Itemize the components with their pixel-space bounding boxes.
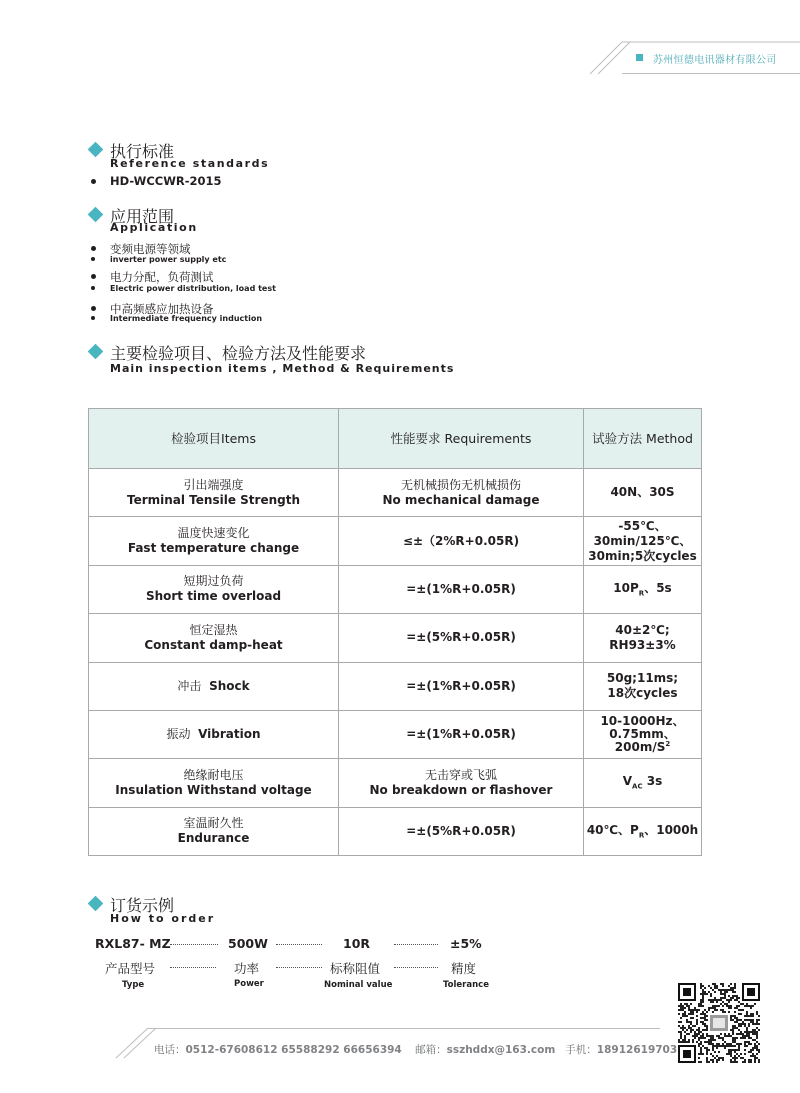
- phone-label: 电话：: [154, 1044, 186, 1056]
- item-en: Endurance: [177, 831, 250, 846]
- table-header-row: [89, 409, 702, 469]
- requirement-cell: =±(1%R+0.05R): [339, 565, 584, 613]
- requirement-cell: =±(1%R+0.05R): [339, 662, 584, 710]
- application-zh: 电力分配，负荷测试: [110, 270, 214, 284]
- application-en: Electric power distribution, load test: [110, 284, 276, 293]
- item-zh: 绝缘耐电压: [183, 768, 244, 783]
- item-cell: [89, 759, 339, 807]
- application-en: Intermediate frequency induction: [110, 314, 263, 323]
- requirement-cell: ≤±（2%R+0.05R): [339, 517, 584, 565]
- item-en: Terminal Tensile Strength: [126, 492, 300, 507]
- requirement-cell: [339, 469, 584, 517]
- method-line: 18次cycles: [607, 686, 678, 701]
- item-en: Shock: [209, 678, 250, 693]
- req-en: No breakdown or flashover: [369, 783, 553, 798]
- order-sub-type: Type: [122, 980, 145, 990]
- item-en: Short time overload: [145, 589, 282, 604]
- method-text: 40℃、P: [586, 822, 639, 837]
- order-sub-power: Power: [234, 979, 264, 989]
- item-en: Insulation Withstand voltage: [115, 783, 312, 798]
- method-subscript: R: [638, 831, 645, 840]
- item-cell: [89, 710, 339, 758]
- requirement-cell: =±(1%R+0.05R): [339, 710, 584, 758]
- leader-line: [170, 944, 218, 945]
- req-zh: 无机械损伤无机械损伤: [400, 477, 521, 492]
- table-row: [89, 662, 702, 710]
- item-zh: 振动: [166, 727, 191, 742]
- application-zh: 中高频感应加热设备: [110, 302, 214, 316]
- method-line: 0.75mm、: [609, 727, 676, 742]
- item-cell: [89, 517, 339, 565]
- bullet-icon: [91, 274, 96, 279]
- order-code-value: 10R: [343, 936, 371, 951]
- item-zh: 恒定湿热: [189, 622, 238, 637]
- item-cell: [89, 469, 339, 517]
- header-items: 检验项目Items: [89, 409, 339, 469]
- method-line: 10-1000Hz、: [600, 713, 685, 728]
- item-zh: 温度快速变化: [177, 526, 250, 541]
- application-en: inverter power supply etc: [110, 255, 227, 264]
- email-label: 邮箱：: [415, 1044, 447, 1056]
- square-icon: [636, 54, 643, 61]
- leader-line: [276, 967, 322, 968]
- method-cell: [584, 759, 702, 807]
- method-line: 40±2℃;: [615, 622, 670, 637]
- mobile-number: 18912619703: [596, 1044, 678, 1056]
- section-title-zh: 应用范围: [110, 207, 175, 226]
- method-cell: [584, 662, 702, 710]
- phone-numbers: 0512-67608612 65588292 66656394: [185, 1044, 402, 1056]
- application-zh: 变频电源等领域: [110, 242, 191, 256]
- method-superscript: 2: [665, 740, 671, 749]
- order-label-tolerance: 精度: [451, 961, 477, 976]
- item-cell: [89, 662, 339, 710]
- bullet-icon: [91, 246, 96, 251]
- bullet-icon: [91, 286, 95, 290]
- order-code-type: RXL87- MZ: [95, 936, 171, 951]
- header-rule: [622, 73, 800, 74]
- order-sub-tolerance: Tolerance: [443, 980, 489, 990]
- method-text: 、1000h: [644, 822, 699, 837]
- method-text: 、5s: [644, 580, 672, 595]
- section-title-en: How to order: [110, 912, 216, 925]
- section-title-en: Main inspection items , Method & Requirements: [110, 362, 455, 375]
- header-method: 试验方法 Method: [584, 409, 702, 469]
- requirement-cell: =±(5%R+0.05R): [339, 614, 584, 662]
- table-row: [89, 759, 702, 807]
- order-sub-value: Nominal value: [324, 980, 393, 990]
- method-line: -55℃、: [618, 518, 667, 533]
- bullet-icon: [91, 316, 95, 320]
- item-en: Vibration: [198, 727, 261, 742]
- method-text: 10P: [613, 580, 639, 595]
- header-requirements: 性能要求 Requirements: [339, 409, 584, 469]
- item-cell: [89, 614, 339, 662]
- diamond-icon: [88, 142, 104, 158]
- table-row: [89, 469, 702, 517]
- item-zh: 冲击: [177, 678, 202, 693]
- method-cell: 40N、30S: [584, 469, 702, 517]
- method-text: 200m/S: [614, 740, 666, 755]
- order-code-power: 500W: [228, 936, 268, 951]
- method-subscript: R: [638, 589, 645, 598]
- table-row: [89, 807, 702, 855]
- table-row: [89, 710, 702, 758]
- email-address: sszhddx@163.com: [446, 1044, 556, 1056]
- footer-contact: [154, 1042, 677, 1057]
- mobile-label: 手机：: [565, 1044, 597, 1056]
- item-en: Fast temperature change: [127, 541, 300, 556]
- req-zh: 无击穿或飞弧: [424, 768, 497, 783]
- method-cell: [584, 565, 702, 613]
- qr-code-icon: [678, 983, 760, 1063]
- method-text: V: [622, 774, 633, 789]
- method-subscript: AC: [632, 782, 643, 791]
- method-cell: [584, 710, 702, 758]
- item-zh: 室温耐久性: [183, 816, 244, 831]
- order-label-type: 产品型号: [105, 961, 156, 976]
- table-row: [89, 565, 702, 613]
- method-line: 50g;11ms;: [606, 671, 679, 686]
- leader-line: [394, 967, 438, 968]
- leader-line: [276, 944, 322, 945]
- company-name: 苏州恒德电讯器材有限公司: [653, 55, 777, 66]
- order-code-tolerance: ±5%: [450, 936, 482, 951]
- method-line: RH93±3%: [609, 637, 676, 652]
- item-cell: [89, 565, 339, 613]
- method-cell: [584, 517, 702, 565]
- method-line: 30min;5次cycles: [588, 548, 697, 563]
- item-zh: 引出端强度: [183, 477, 244, 492]
- section-title-zh: 订货示例: [110, 896, 175, 915]
- section-title-en: Reference standards: [110, 157, 270, 170]
- bullet-icon: [91, 257, 95, 261]
- section-title-zh: 主要检验项目、检验方法及性能要求: [110, 344, 367, 363]
- section-title-zh: 执行标准: [110, 142, 175, 161]
- requirement-cell: =±(5%R+0.05R): [339, 807, 584, 855]
- method-text: 3s: [642, 774, 663, 789]
- section-title-en: Application: [110, 221, 198, 234]
- method-cell: [584, 614, 702, 662]
- diamond-icon: [88, 896, 104, 912]
- method-line: [584, 741, 701, 754]
- leader-line: [170, 967, 216, 968]
- order-label-value: 标称阻值: [330, 961, 381, 976]
- item-en: Constant damp-heat: [144, 637, 283, 652]
- method-cell: [584, 807, 702, 855]
- diamond-icon: [88, 207, 104, 223]
- inspection-table: [88, 408, 702, 856]
- table-row: [89, 517, 702, 565]
- method-line: 30min/125℃、: [593, 533, 692, 548]
- item-zh: 短期过负荷: [183, 574, 244, 589]
- req-en: No mechanical damage: [382, 492, 540, 507]
- standard-code: HD-WCCWR-2015: [110, 174, 222, 188]
- requirement-cell: [339, 759, 584, 807]
- item-cell: [89, 807, 339, 855]
- diamond-icon: [88, 344, 104, 360]
- bullet-icon: [91, 179, 96, 184]
- bullet-icon: [91, 306, 96, 311]
- table-row: [89, 614, 702, 662]
- order-label-power: 功率: [234, 961, 260, 976]
- leader-line: [394, 944, 438, 945]
- footer-rule: [148, 1028, 660, 1029]
